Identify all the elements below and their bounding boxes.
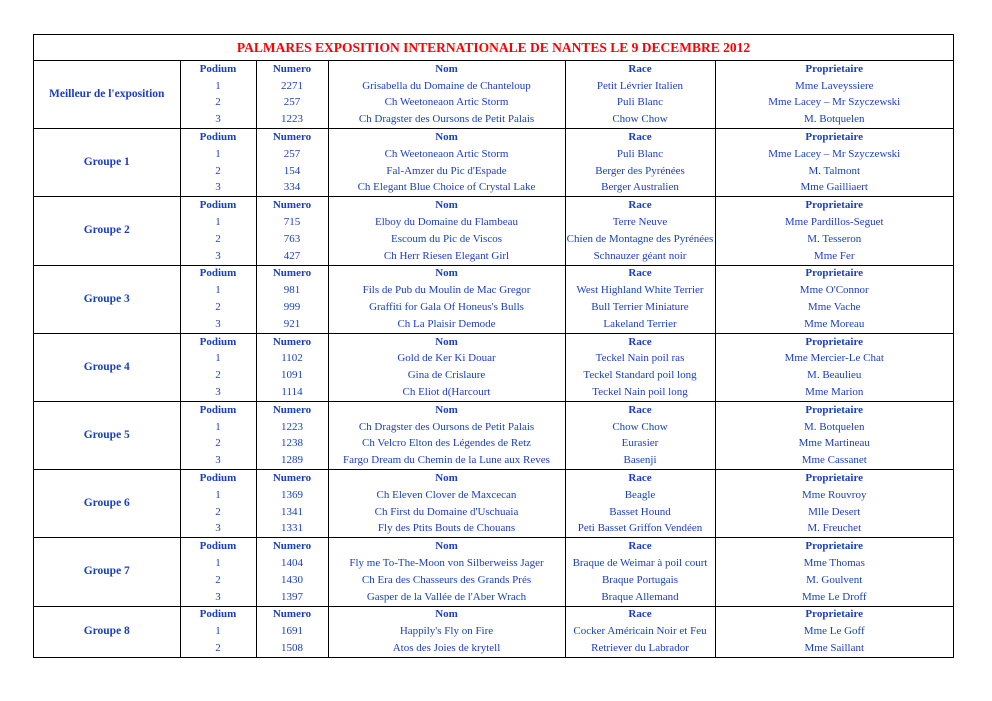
column-header-race: Race xyxy=(565,333,715,350)
column-header-proprietaire: Proprietaire xyxy=(805,335,864,348)
cell-race: Basset Hound xyxy=(565,504,715,521)
cell-numero: 763 xyxy=(256,231,328,248)
cell-nom: Atos des Joies de krytell xyxy=(328,640,565,657)
cell-race: Berger Australien xyxy=(565,180,715,197)
cell-numero: 1238 xyxy=(256,436,328,453)
column-header-numero: Numero xyxy=(256,265,328,282)
cell-podium: 1 xyxy=(180,623,256,640)
cell-numero: 1691 xyxy=(256,623,328,640)
results-table xyxy=(34,61,953,657)
cell-nom: Ch Eliot d(Harcourt xyxy=(328,384,565,401)
cell-proprietaire: Mme Moreau xyxy=(715,316,953,333)
cell-race: Chow Chow xyxy=(565,419,715,436)
cell-podium: 2 xyxy=(180,299,256,316)
cell-proprietaire: M. Botquelen xyxy=(804,420,865,433)
cell-proprietaire: M. Talmont xyxy=(808,164,861,177)
cell-numero: 334 xyxy=(256,180,328,197)
cell-proprietaire: Mme Laveyssiere xyxy=(795,79,874,92)
cell-race: Puli Blanc xyxy=(565,146,715,163)
cell-race: Cocker Américain Noir et Feu xyxy=(565,623,715,640)
cell-podium: 2 xyxy=(180,231,256,248)
column-header-numero: Numero xyxy=(256,470,328,487)
cell-podium: 2 xyxy=(180,367,256,384)
cell-numero: 154 xyxy=(256,163,328,180)
column-header-nom: Nom xyxy=(328,401,565,418)
group-header-row xyxy=(34,265,953,282)
cell-numero: 921 xyxy=(256,316,328,333)
cell-podium: 3 xyxy=(180,180,256,197)
column-header-proprietaire: Proprietaire xyxy=(805,199,864,212)
column-header-numero: Numero xyxy=(256,61,328,78)
column-header-proprietaire: Proprietaire xyxy=(805,540,864,553)
column-header-nom: Nom xyxy=(328,470,565,487)
cell-numero: 1223 xyxy=(256,111,328,128)
column-header-race: Race xyxy=(565,538,715,555)
cell-proprietaire: Mme O'Connor xyxy=(799,284,869,297)
cell-numero: 1091 xyxy=(256,367,328,384)
cell-nom: Ch First du Domaine d'Uschuaia xyxy=(328,504,565,521)
cell-numero: 257 xyxy=(256,146,328,163)
cell-podium: 1 xyxy=(180,351,256,368)
column-header-nom: Nom xyxy=(328,61,565,78)
cell-podium: 3 xyxy=(180,521,256,538)
column-header-podium: Podium xyxy=(180,333,256,350)
column-header-race: Race xyxy=(565,129,715,146)
cell-numero: 1397 xyxy=(256,589,328,606)
cell-nom: Fal-Amzer du Pic d'Espade xyxy=(328,163,565,180)
cell-podium: 1 xyxy=(180,487,256,504)
cell-nom: Gold de Ker Ki Douar xyxy=(328,351,565,368)
cell-podium: 3 xyxy=(180,111,256,128)
cell-race: Chien de Montagne des Pyrénées xyxy=(565,231,715,248)
cell-podium: 3 xyxy=(180,589,256,606)
cell-numero: 1289 xyxy=(256,452,328,469)
cell-nom: Happily's Fly on Fire xyxy=(328,623,565,640)
group-name: Groupe 4 xyxy=(34,333,180,401)
cell-proprietaire: Mme Rouvroy xyxy=(802,488,867,501)
cell-numero: 1102 xyxy=(256,351,328,368)
cell-numero: 1341 xyxy=(256,504,328,521)
column-header-race: Race xyxy=(565,401,715,418)
cell-proprietaire: Mme Lacey – Mr Szyczewski xyxy=(768,147,901,160)
group-header-row xyxy=(34,333,953,350)
column-header-proprietaire: Proprietaire xyxy=(805,472,864,485)
cell-proprietaire: Mme Thomas xyxy=(803,557,865,569)
cell-proprietaire: Mme Fer xyxy=(715,248,953,265)
cell-podium: 1 xyxy=(180,555,256,572)
cell-nom: Ch Eleven Clover de Maxcecan xyxy=(328,487,565,504)
cell-proprietaire: Mme Gailliaert xyxy=(715,180,953,197)
column-header-nom: Nom xyxy=(328,333,565,350)
cell-race: Chow Chow xyxy=(565,111,715,128)
cell-race: Basenji xyxy=(565,452,715,469)
column-header-race: Race xyxy=(565,606,715,623)
cell-race: Braque de Weimar à poil court xyxy=(565,555,715,572)
cell-nom: Fils de Pub du Moulin de Mac Gregor xyxy=(328,282,565,299)
column-header-proprietaire: Proprietaire xyxy=(805,608,864,621)
column-header-numero: Numero xyxy=(256,401,328,418)
column-header-podium: Podium xyxy=(180,401,256,418)
cell-numero: 1430 xyxy=(256,572,328,589)
cell-nom: Ch Weetoneaon Artic Storm xyxy=(328,146,565,163)
column-header-nom: Nom xyxy=(328,606,565,623)
group-name: Groupe 2 xyxy=(34,197,180,265)
cell-proprietaire: M. Beaulieu xyxy=(807,369,862,382)
column-header-nom: Nom xyxy=(328,197,565,214)
cell-proprietaire: Mme Le Goff xyxy=(803,625,865,638)
cell-podium: 1 xyxy=(180,78,256,95)
cell-race: Retriever du Labrador xyxy=(565,640,715,657)
column-header-nom: Nom xyxy=(328,129,565,146)
cell-proprietaire: Mlle Desert xyxy=(808,505,861,518)
cell-numero: 427 xyxy=(256,248,328,265)
cell-proprietaire: Mme Marion xyxy=(715,384,953,401)
cell-numero: 715 xyxy=(256,214,328,231)
group-name: Groupe 1 xyxy=(34,129,180,197)
results-table-body xyxy=(34,61,953,657)
cell-nom: Ch Era des Chasseurs des Grands Prés xyxy=(328,572,565,589)
cell-numero: 981 xyxy=(256,282,328,299)
cell-race: Braque Allemand xyxy=(565,589,715,606)
cell-nom: Fly me To-The-Moon von Silberweiss Jager xyxy=(328,555,565,572)
group-header-row xyxy=(34,61,953,78)
cell-podium: 1 xyxy=(180,419,256,436)
column-header-numero: Numero xyxy=(256,197,328,214)
cell-nom: Ch Elegant Blue Choice of Crystal Lake xyxy=(328,180,565,197)
cell-nom: Grisabella du Domaine de Chanteloup xyxy=(328,78,565,95)
cell-proprietaire: Mme Martineau xyxy=(798,437,870,450)
cell-numero: 1114 xyxy=(256,384,328,401)
column-header-podium: Podium xyxy=(180,61,256,78)
group-header-row xyxy=(34,129,953,146)
column-header-numero: Numero xyxy=(256,333,328,350)
cell-proprietaire: M. Freuchet xyxy=(715,521,953,538)
cell-proprietaire: Mme Lacey – Mr Szyczewski xyxy=(768,96,901,109)
cell-podium: 2 xyxy=(180,504,256,521)
cell-race: Lakeland Terrier xyxy=(565,316,715,333)
cell-race: Puli Blanc xyxy=(565,95,715,112)
column-header-podium: Podium xyxy=(180,606,256,623)
column-header-podium: Podium xyxy=(180,197,256,214)
cell-proprietaire: Mme Saillant xyxy=(804,641,865,654)
cell-race: West Highland White Terrier xyxy=(565,282,715,299)
cell-nom: Gasper de la Vallée de l'Aber Wrach xyxy=(328,589,565,606)
column-header-podium: Podium xyxy=(180,265,256,282)
column-header-race: Race xyxy=(565,265,715,282)
cell-proprietaire: Mme Le Droff xyxy=(715,589,953,606)
cell-nom: Ch Weetoneaon Artic Storm xyxy=(328,95,565,112)
cell-podium: 2 xyxy=(180,163,256,180)
cell-podium: 2 xyxy=(180,436,256,453)
group-name: Groupe 5 xyxy=(34,401,180,469)
cell-race: Terre Neuve xyxy=(565,214,715,231)
cell-race: Teckel Nain poil ras xyxy=(565,351,715,368)
cell-race: Braque Portugais xyxy=(565,572,715,589)
cell-race: Bull Terrier Miniature xyxy=(565,299,715,316)
cell-podium: 2 xyxy=(180,640,256,657)
group-header-row xyxy=(34,470,953,487)
group-header-row xyxy=(34,197,953,214)
cell-nom: Ch La Plaisir Demode xyxy=(328,316,565,333)
cell-race: Berger des Pyrénées xyxy=(565,163,715,180)
cell-proprietaire: Mme Cassanet xyxy=(715,452,953,469)
column-header-proprietaire: Proprietaire xyxy=(805,131,864,144)
cell-nom: Escoum du Pic de Viscos xyxy=(328,231,565,248)
cell-nom: Fargo Dream du Chemin de la Lune aux Reves xyxy=(328,452,565,469)
group-name: Groupe 7 xyxy=(34,538,180,606)
cell-race: Petit Lévrier Italien xyxy=(565,78,715,95)
cell-race: Eurasier xyxy=(565,436,715,453)
cell-race: Teckel Standard poil long xyxy=(565,367,715,384)
column-header-podium: Podium xyxy=(180,129,256,146)
cell-podium: 1 xyxy=(180,214,256,231)
cell-nom: Ch Dragster des Oursons de Petit Palais xyxy=(328,419,565,436)
column-header-numero: Numero xyxy=(256,538,328,555)
cell-proprietaire: Mme Pardillos-Seguet xyxy=(784,216,884,229)
cell-nom: Ch Herr Riesen Elegant Girl xyxy=(328,248,565,265)
cell-proprietaire: Mme Mercier-Le Chat xyxy=(784,352,884,365)
cell-numero: 1369 xyxy=(256,487,328,504)
cell-numero: 999 xyxy=(256,299,328,316)
cell-nom: Fly des Ptits Bouts de Chouans xyxy=(328,521,565,538)
cell-proprietaire: M. Tesseron xyxy=(807,232,862,245)
cell-numero: 2271 xyxy=(256,78,328,95)
column-header-numero: Numero xyxy=(256,606,328,623)
cell-numero: 1331 xyxy=(256,521,328,538)
group-name: Meilleur de l'exposition xyxy=(34,61,180,129)
column-header-proprietaire: Proprietaire xyxy=(805,267,864,280)
column-header-race: Race xyxy=(565,470,715,487)
cell-podium: 1 xyxy=(180,282,256,299)
cell-numero: 1508 xyxy=(256,640,328,657)
column-header-podium: Podium xyxy=(180,538,256,555)
cell-race: Schnauzer géant noir xyxy=(565,248,715,265)
cell-nom: Elboy du Domaine du Flambeau xyxy=(328,214,565,231)
cell-proprietaire: M. Goulvent xyxy=(806,573,863,586)
column-header-race: Race xyxy=(565,61,715,78)
cell-proprietaire: M. Botquelen xyxy=(715,111,953,128)
group-name: Groupe 8 xyxy=(34,606,180,657)
cell-podium: 2 xyxy=(180,572,256,589)
column-header-nom: Nom xyxy=(328,538,565,555)
cell-proprietaire: Mme Vache xyxy=(807,301,861,314)
cell-numero: 1223 xyxy=(256,419,328,436)
column-header-podium: Podium xyxy=(180,470,256,487)
cell-podium: 3 xyxy=(180,248,256,265)
group-header-row xyxy=(34,538,953,555)
column-header-proprietaire: Proprietaire xyxy=(805,62,864,75)
cell-podium: 3 xyxy=(180,452,256,469)
group-name: Groupe 3 xyxy=(34,265,180,333)
cell-race: Peti Basset Griffon Vendéen xyxy=(565,521,715,538)
cell-podium: 3 xyxy=(180,316,256,333)
cell-race: Teckel Nain poil long xyxy=(565,384,715,401)
cell-numero: 1404 xyxy=(256,555,328,572)
cell-nom: Gina de Crislaure xyxy=(328,367,565,384)
column-header-nom: Nom xyxy=(328,265,565,282)
cell-podium: 3 xyxy=(180,384,256,401)
cell-nom: Ch Dragster des Oursons de Petit Palais xyxy=(328,111,565,128)
page-title: PALMARES EXPOSITION INTERNATIONALE DE NANTES LE 9 DECEMBRE 2012 xyxy=(34,35,953,61)
group-name: Groupe 6 xyxy=(34,470,180,538)
group-header-row xyxy=(34,401,953,418)
cell-nom: Ch Velcro Elton des Légendes de Retz xyxy=(328,436,565,453)
cell-podium: 2 xyxy=(180,95,256,112)
results-sheet xyxy=(33,34,954,658)
cell-nom: Graffiti for Gala Of Honeus's Bulls xyxy=(328,299,565,316)
column-header-numero: Numero xyxy=(256,129,328,146)
group-header-row xyxy=(34,606,953,623)
cell-podium: 1 xyxy=(180,146,256,163)
cell-numero: 257 xyxy=(256,95,328,112)
column-header-race: Race xyxy=(565,197,715,214)
cell-race: Beagle xyxy=(565,487,715,504)
column-header-proprietaire: Proprietaire xyxy=(805,403,864,416)
